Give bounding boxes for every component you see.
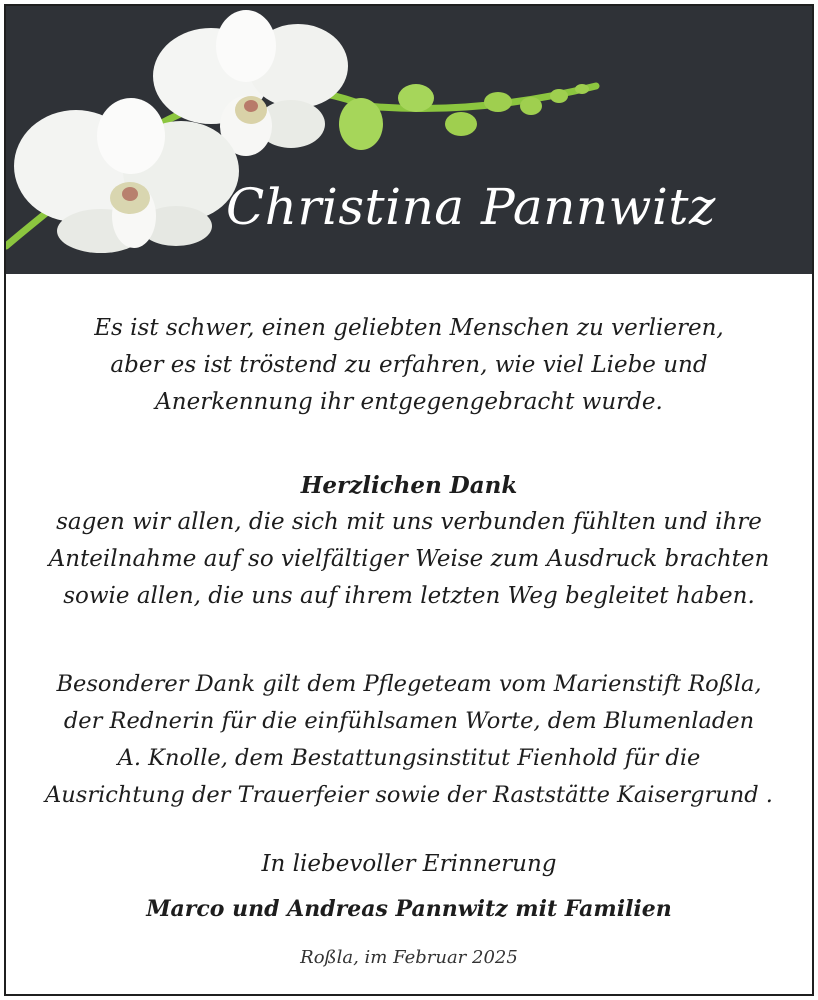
special-thanks-paragraph	[6, 666, 812, 814]
closing-phrase: In liebevoller Erinnerung	[261, 851, 557, 877]
thanks-line: Anteilnahme auf so vielfältiger Weise zum Ausdruck brachten	[48, 546, 770, 572]
quote-line: Anerkennung ihr entgegengebracht wurde.	[155, 389, 663, 415]
place-date: Roßla, im Februar 2025	[300, 947, 518, 968]
obituary-card	[4, 4, 814, 996]
thanks-paragraph	[6, 504, 812, 615]
quote-line: Es ist schwer, einen geliebten Menschen zu verlieren,	[94, 315, 724, 341]
special-line: der Rednerin für die einfühlsamen Worte, dem Blumenladen	[63, 708, 755, 734]
special-line: A. Knolle, dem Bestattungsinstitut Fienhold für die	[117, 745, 701, 771]
thanks-line: sagen wir allen, die sich mit uns verbunden fühlten und ihre	[56, 509, 762, 535]
special-line: Ausrichtung der Trauerfeier sowie der Raststätte Kaisergrund .	[45, 782, 773, 808]
header-banner	[6, 6, 812, 274]
thanks-line: sowie allen, die uns auf ihrem letzten Weg begleitet haben.	[63, 583, 755, 609]
quote-line: aber es ist tröstend zu erfahren, wie viel Liebe und	[110, 352, 708, 378]
thanks-heading: Herzlichen Dank	[300, 472, 518, 499]
opening-quote	[6, 310, 812, 421]
special-line: Besonderer Dank gilt dem Pflegeteam vom Marienstift Roßla,	[56, 671, 762, 697]
deceased-name: Christina Pannwitz	[226, 178, 716, 236]
signers: Marco und Andreas Pannwitz mit Familien	[146, 896, 672, 922]
